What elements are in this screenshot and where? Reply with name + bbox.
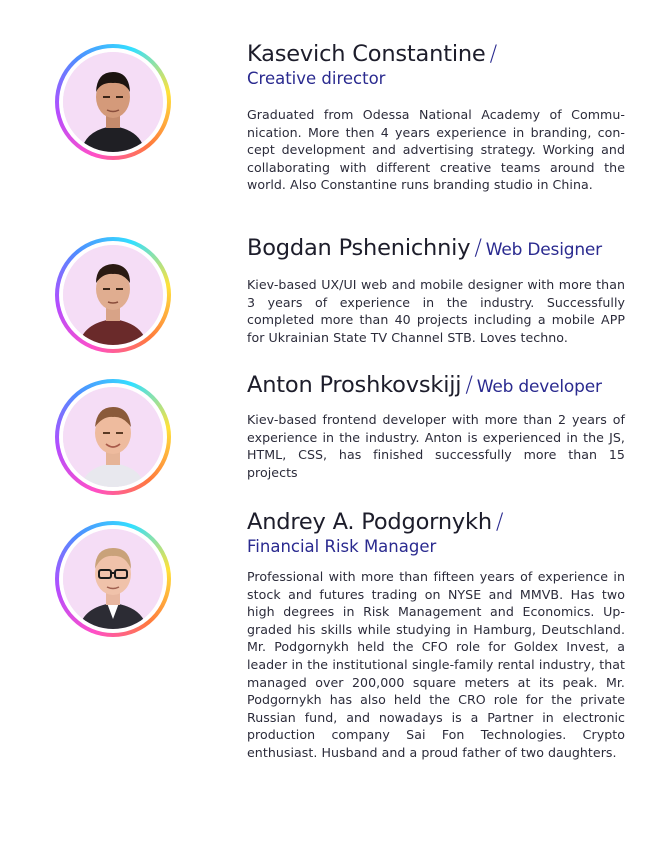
member-text	[247, 371, 625, 481]
member-bio: Kiev-based UX/UI web and mobile designer with more than 3 years of experience in the industry. Successfully completed more than 40 projects including a mobile APP for Ukrainian State TV Channel STB. Loves techno.	[247, 277, 625, 345]
member-bio: Kiev-based frontend developer with more than 2 years of experience in the industry. Anton is experienced in the JS, HTML, CSS, has finished successfully more than 15 projects	[247, 412, 625, 480]
name-separator: /	[489, 41, 497, 67]
member-text	[247, 40, 625, 194]
avatar-ring	[55, 44, 171, 160]
avatar-photo-anton	[63, 387, 163, 487]
member-role: Financial Risk Manager	[247, 537, 437, 556]
portrait-photo-icon	[63, 245, 163, 345]
name-separator: /	[495, 509, 504, 535]
avatar-ring	[55, 237, 171, 353]
member-role: Creative director	[247, 69, 386, 88]
avatar-photo-kasevich	[63, 52, 163, 152]
member-name: Anton Proshkovskijj	[247, 372, 462, 398]
member-name: Bogdan Pshenichniy	[247, 235, 471, 261]
member-bio: Professional with more than fifteen years of experience in stock and futures trading on NYSE and MMVB. Has two high degrees in Risk Management and Economics. Up-graded his skills while studying in Hamburg, Deutschland. Mr. Podgornykh held the CFO role for Goldex Invest, a leader in the institutional single-family rental industry, that managed over 200,000 square meters at its peak. Mr. Podgornykh has also held the CRO role for the private Russian fund, and nowadays is a Partner in electronic production company Sai Fon Technologies. Crypto enthusiast. Husband and a proud father of two daughters.	[247, 569, 625, 760]
portrait-photo-icon	[63, 52, 163, 152]
member-name: Andrey A. Podgornykh	[247, 509, 492, 535]
portrait-photo-icon	[63, 387, 163, 487]
name-separator: /	[474, 235, 482, 261]
member-bio: Graduated from Odessa National Academy of Commu-nication. More then 4 years experience in branding, con-cept development and advertising strategy. Working and collaborating with different creative teams around the world. Also Constantine runs branding studio in China.	[247, 107, 625, 193]
member-text	[247, 234, 625, 346]
member-role: Web developer	[476, 377, 602, 397]
name-separator: /	[465, 372, 473, 398]
avatar-photo-bogdan	[63, 245, 163, 345]
portrait-photo-icon	[63, 529, 163, 629]
member-text	[247, 508, 625, 762]
avatar-photo-andrey	[63, 529, 163, 629]
avatar-ring	[55, 379, 171, 495]
avatar-ring	[55, 521, 171, 637]
member-name: Kasevich Constantine	[247, 41, 486, 67]
member-role: Web Designer	[485, 240, 602, 260]
